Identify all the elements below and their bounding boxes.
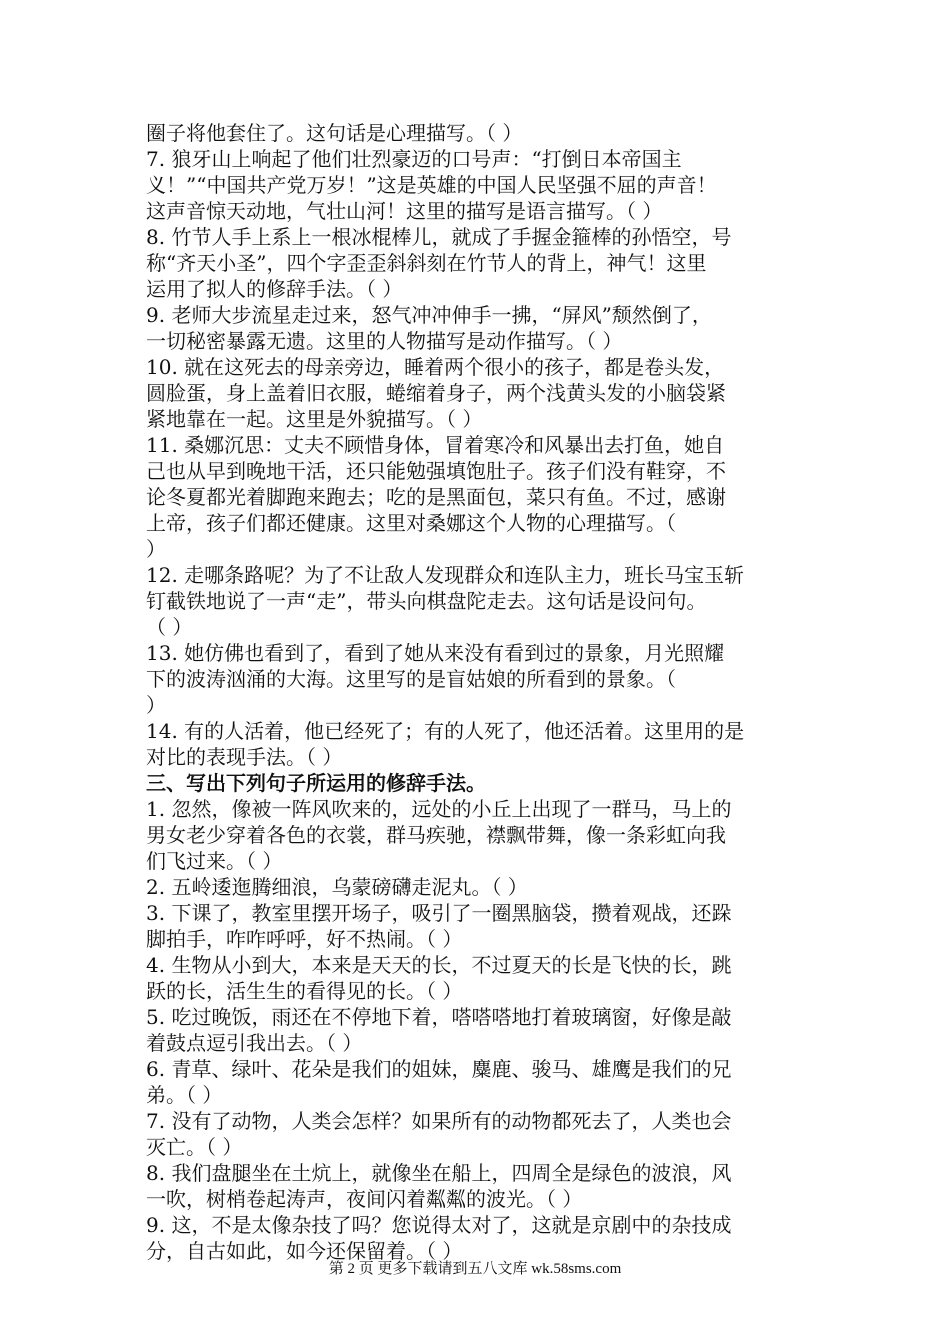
text-line: 灭亡。（ ） xyxy=(146,1135,243,1159)
text-line: 6. 青草、绿叶、花朵是我们的姐妹，麋鹿、骏马、雄鹰是我们的兄 xyxy=(146,1057,732,1081)
text-line: 下的波涛汹涌的大海。这里写的是盲姑娘的所看到的景象。（ xyxy=(146,667,676,691)
text-line: 4. 生物从小到大，本来是天天的长，不过夏天的长是飞快的长，跳 xyxy=(146,953,732,977)
text-line: 论冬夏都光着脚跑来跑去；吃的是黑面包，菜只有鱼。不过，感谢 xyxy=(146,485,726,509)
text-line: 7. 没有了动物，人类会怎样？如果所有的动物都死去了，人类也会 xyxy=(146,1109,732,1133)
text-line: 14. 有的人活着，他已经死了；有的人死了，他还活着。这里用的是 xyxy=(146,719,745,743)
text-line: 这声音惊天动地，气壮山河！这里的描写是语言描写。（ ） xyxy=(146,199,663,223)
text-line: 运用了拟人的修辞手法。（ ） xyxy=(146,277,403,301)
text-line: 钉截铁地说了一声“走”，带头向棋盘陀走去。这句话是设问句。 xyxy=(146,589,707,613)
text-line: 3. 下课了，教室里摆开场子，吸引了一圈黑脑袋，攒着观战，还跺 xyxy=(146,901,732,925)
text-line: 13. 她仿佛也看到了，看到了她从来没有看到过的景象，月光照耀 xyxy=(146,641,725,665)
text-line: （ ） xyxy=(146,615,193,639)
text-line: 12. 走哪条路呢？为了不让敌人发现群众和连队主力，班长马宝玉斩 xyxy=(146,563,745,587)
text-line: 圆脸蛋，身上盖着旧衣服，蜷缩着身子，两个浅黄头发的小脑袋紧 xyxy=(146,381,726,405)
text-line: 着鼓点逗引我出去。（ ） xyxy=(146,1031,363,1055)
text-line: 一切秘密暴露无遗。这里的人物描写是动作描写。（ ） xyxy=(146,329,623,353)
text-line: 一吹，树梢卷起涛声，夜间闪着粼粼的波光。（ ） xyxy=(146,1187,583,1211)
text-line: 分，自古如此，如今还保留着。（ ） xyxy=(146,1239,463,1263)
page-footer: 第 2 页 更多下载请到五八文库 wk.58sms.com xyxy=(328,1261,622,1277)
text-line: 圈子将他套住了。这句话是心理描写。（ ） xyxy=(146,121,523,145)
text-line: 2. 五岭逶迤腾细浪，乌蒙磅礴走泥丸。（ ） xyxy=(146,875,528,899)
text-line: 9. 这，不是太像杂技了吗？您说得太对了，这就是京剧中的杂技成 xyxy=(146,1213,732,1237)
text-line: 10. 就在这死去的母亲旁边，睡着两个很小的孩子，都是卷头发， xyxy=(146,355,725,379)
text-line: ） xyxy=(146,693,166,717)
text-line: 9. 老师大步流星走过来，怒气冲冲伸手一拂，“屏风”颓然倒了， xyxy=(146,303,712,327)
text-line: 紧地靠在一起。这里是外貌描写。（ ） xyxy=(146,407,483,431)
text-line: 男女老少穿着各色的衣裳，群马疾驰，襟飘带舞，像一条彩虹向我 xyxy=(146,823,726,847)
text-line: 7. 狼牙山上响起了他们壮烈豪迈的口号声：“打倒日本帝国主 xyxy=(146,147,682,171)
text-line: 8. 我们盘腿坐在土炕上，就像坐在船上，四周全是绿色的波浪，风 xyxy=(146,1161,732,1185)
text-line: 上帝，孩子们都还健康。这里对桑娜这个人物的心理描写。（ xyxy=(146,511,676,535)
text-line: 8. 竹节人手上系上一根冰棍棒儿，就成了手握金箍棒的孙悟空，号 xyxy=(146,225,732,249)
text-line: 对比的表现手法。（ ） xyxy=(146,745,343,769)
section-heading: 三、写出下列句子所运用的修辞手法。 xyxy=(146,771,486,795)
text-line: 脚拍手，咋咋呼呼，好不热闹。（ ） xyxy=(146,927,463,951)
text-line: 1. 忽然，像被一阵风吹来的，远处的小丘上出现了一群马，马上的 xyxy=(146,797,732,821)
text-line: 跃的长，活生生的看得见的长。（ ） xyxy=(146,979,463,1003)
exercise-text xyxy=(146,120,806,1264)
text-line: 11. 桑娜沉思：丈夫不顾惜身体，冒着寒冷和风暴出去打鱼，她自 xyxy=(146,433,725,457)
text-line: 们飞过来。（ ） xyxy=(146,849,283,873)
text-line: 称“齐天小圣”，四个字歪歪斜斜刻在竹节人的背上，神气！这里 xyxy=(146,251,707,275)
text-line: ） xyxy=(146,537,166,561)
text-line: 5. 吃过晚饭，雨还在不停地下着，嗒嗒嗒地打着玻璃窗，好像是敲 xyxy=(146,1005,732,1029)
text-line: 弟。（ ） xyxy=(146,1083,223,1107)
text-line: 己也从早到晚地干活，还只能勉强填饱肚子。孩子们没有鞋穿，不 xyxy=(146,459,726,483)
text-line: 义！”“中国共产党万岁！”这是英雄的中国人民坚强不屈的声音！ xyxy=(146,173,717,197)
